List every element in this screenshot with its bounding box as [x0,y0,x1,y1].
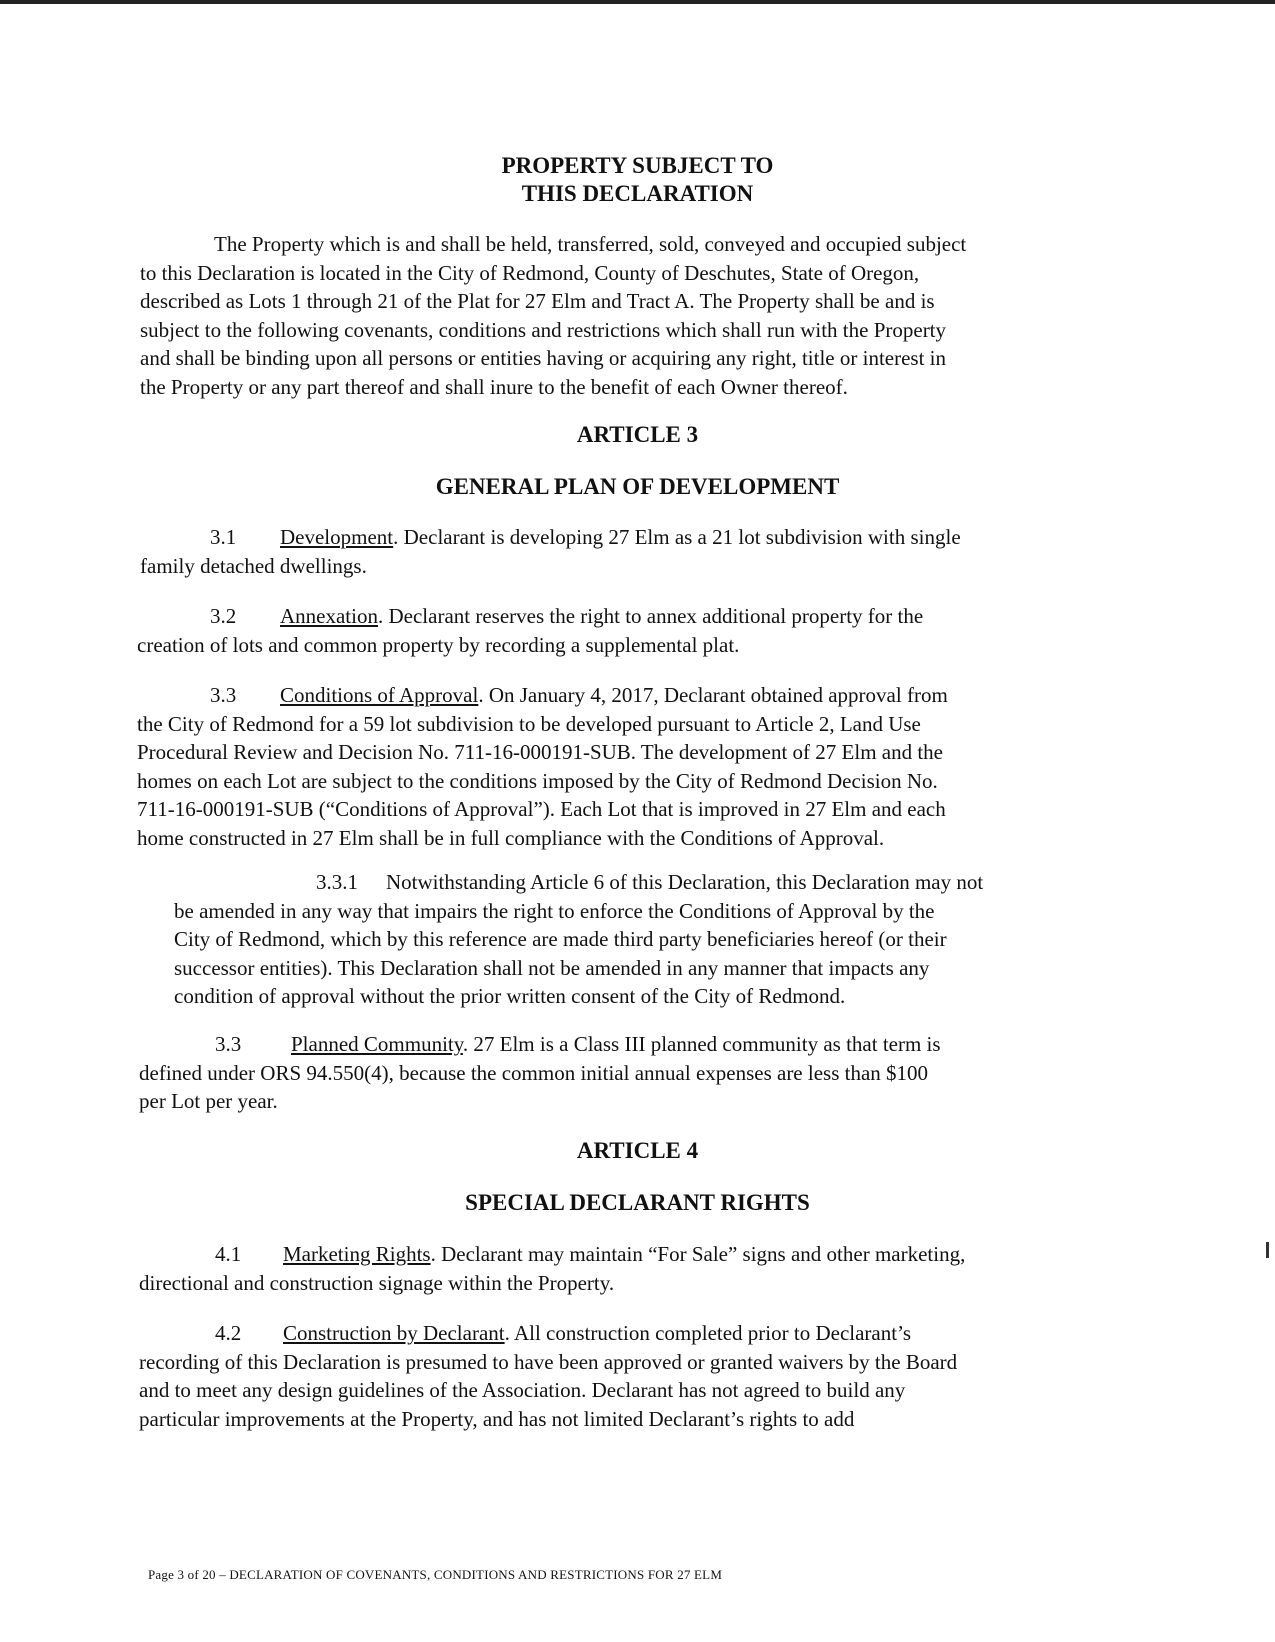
text-line: City of Redmond, which by this reference are made third party beneficiaries hereof (or their [174,927,947,952]
section-number: 3.2 [210,604,237,628]
text-line: directional and construction signage within the Property. [139,1270,615,1295]
text-line: described as Lots 1 through 21 of the Plat for 27 Elm and Tract A. The Property shall be and is [140,289,935,314]
text-line: 711-16-000191-SUB (“Conditions of Approval”). Each Lot that is improved in 27 Elm and each [137,797,946,822]
article-3-title: GENERAL PLAN OF DEVELOPMENT [435,474,840,499]
section-4-1 [139,1240,1129,1297]
section-3-3-1 [174,868,1134,1011]
section-heading: Development [280,525,394,549]
text-line: The Property which is and shall be held, transferred, sold, conveyed and occupied subject [214,232,967,256]
text-line: Procedural Review and Decision No. 711-16-000191-SUB. The development of 27 Elm and the [137,740,943,765]
text-line: and to meet any design guidelines of the Association. Declarant has not agreed to build any [139,1378,906,1403]
text-line: family detached dwellings. [140,553,367,578]
article-4-label: ARTICLE 4 [576,1138,699,1163]
text-line: and shall be binding upon all persons or entities having or acquiring any right, title or interest in [140,346,946,371]
section-title-line1: PROPERTY SUBJECT TO [501,153,774,178]
text-line: creation of lots and common property by recording a supplemental plat. [137,632,740,657]
text-line: . On January 4, 2017, Declarant obtained approval from [478,683,948,707]
text-line: per Lot per year. [139,1089,278,1114]
section-number: 3.3.1 [316,870,358,894]
scan-mark [1266,1242,1269,1258]
text-line: . All construction completed prior to Declarant’s [504,1321,912,1345]
text-line: recording of this Declaration is presumed to have been approved or granted waivers by the Board [139,1349,958,1374]
text-line: be amended in any way that impairs the right to enforce the Conditions of Approval by the [174,898,935,923]
text-line: the City of Redmond for a 59 lot subdivision to be developed pursuant to Article 2, Land Use [137,711,921,736]
section-number: 3.3 [215,1032,242,1056]
section-number: 4.1 [215,1242,242,1266]
section-heading: Annexation [280,604,378,628]
property-paragraph [140,230,1120,402]
text-line: to this Declaration is located in the City of Redmond, County of Deschutes, State of Oregon, [140,260,920,285]
scan-top-edge [0,0,1275,4]
section-heading: Construction by Declarant [283,1321,505,1345]
section-3-3-planned-community [139,1030,1129,1116]
section-heading: Planned Community [291,1032,463,1056]
text-line: . 27 Elm is a Class III planned community as that term is [462,1032,941,1056]
section-heading: Marketing Rights [283,1242,431,1266]
section-3-2 [137,602,1117,659]
text-line: condition of approval without the prior written consent of the City of Redmond. [174,984,846,1009]
text-line: successor entities). This Declaration shall not be amended in any manner that impacts any [174,955,930,980]
section-number: 4.2 [215,1321,242,1345]
article-3-label: ARTICLE 3 [576,422,699,447]
text-line: Notwithstanding Article 6 of this Declaration, this Declaration may not [386,870,984,894]
text-line: . Declarant reserves the right to annex additional property for the [377,604,924,628]
section-3-3 [137,681,1127,853]
text-line: defined under ORS 94.550(4), because the common initial annual expenses are less than $100 [139,1060,929,1085]
text-line: home constructed in 27 Elm shall be in full compliance with the Conditions of Approval. [137,825,885,850]
page-footer: Page 3 of 20 – DECLARATION OF COVENANTS, CONDITIONS AND RESTRICTIONS FOR 27 ELM [148,1567,723,1582]
section-number: 3.1 [210,525,237,549]
section-number: 3.3 [210,683,237,707]
article-4-title: SPECIAL DECLARANT RIGHTS [465,1190,810,1215]
text-line: particular improvements at the Property, and has not limited Declarant’s rights to add [139,1406,855,1431]
text-line: . Declarant is developing 27 Elm as a 21 lot subdivision with single [393,525,961,549]
text-line: subject to the following covenants, conditions and restrictions which shall run with the Property [140,317,947,342]
text-line: . Declarant may maintain “For Sale” signs and other marketing, [430,1242,966,1266]
section-3-1 [140,523,1120,580]
text-line: the Property or any part thereof and shall inure to the benefit of each Owner thereof. [140,374,848,399]
section-4-2 [139,1319,1129,1433]
text-line: homes on each Lot are subject to the conditions imposed by the City of Redmond Decision No. [137,768,938,793]
section-heading: Conditions of Approval [280,683,479,707]
section-title-line2: THIS DECLARATION [521,181,754,206]
